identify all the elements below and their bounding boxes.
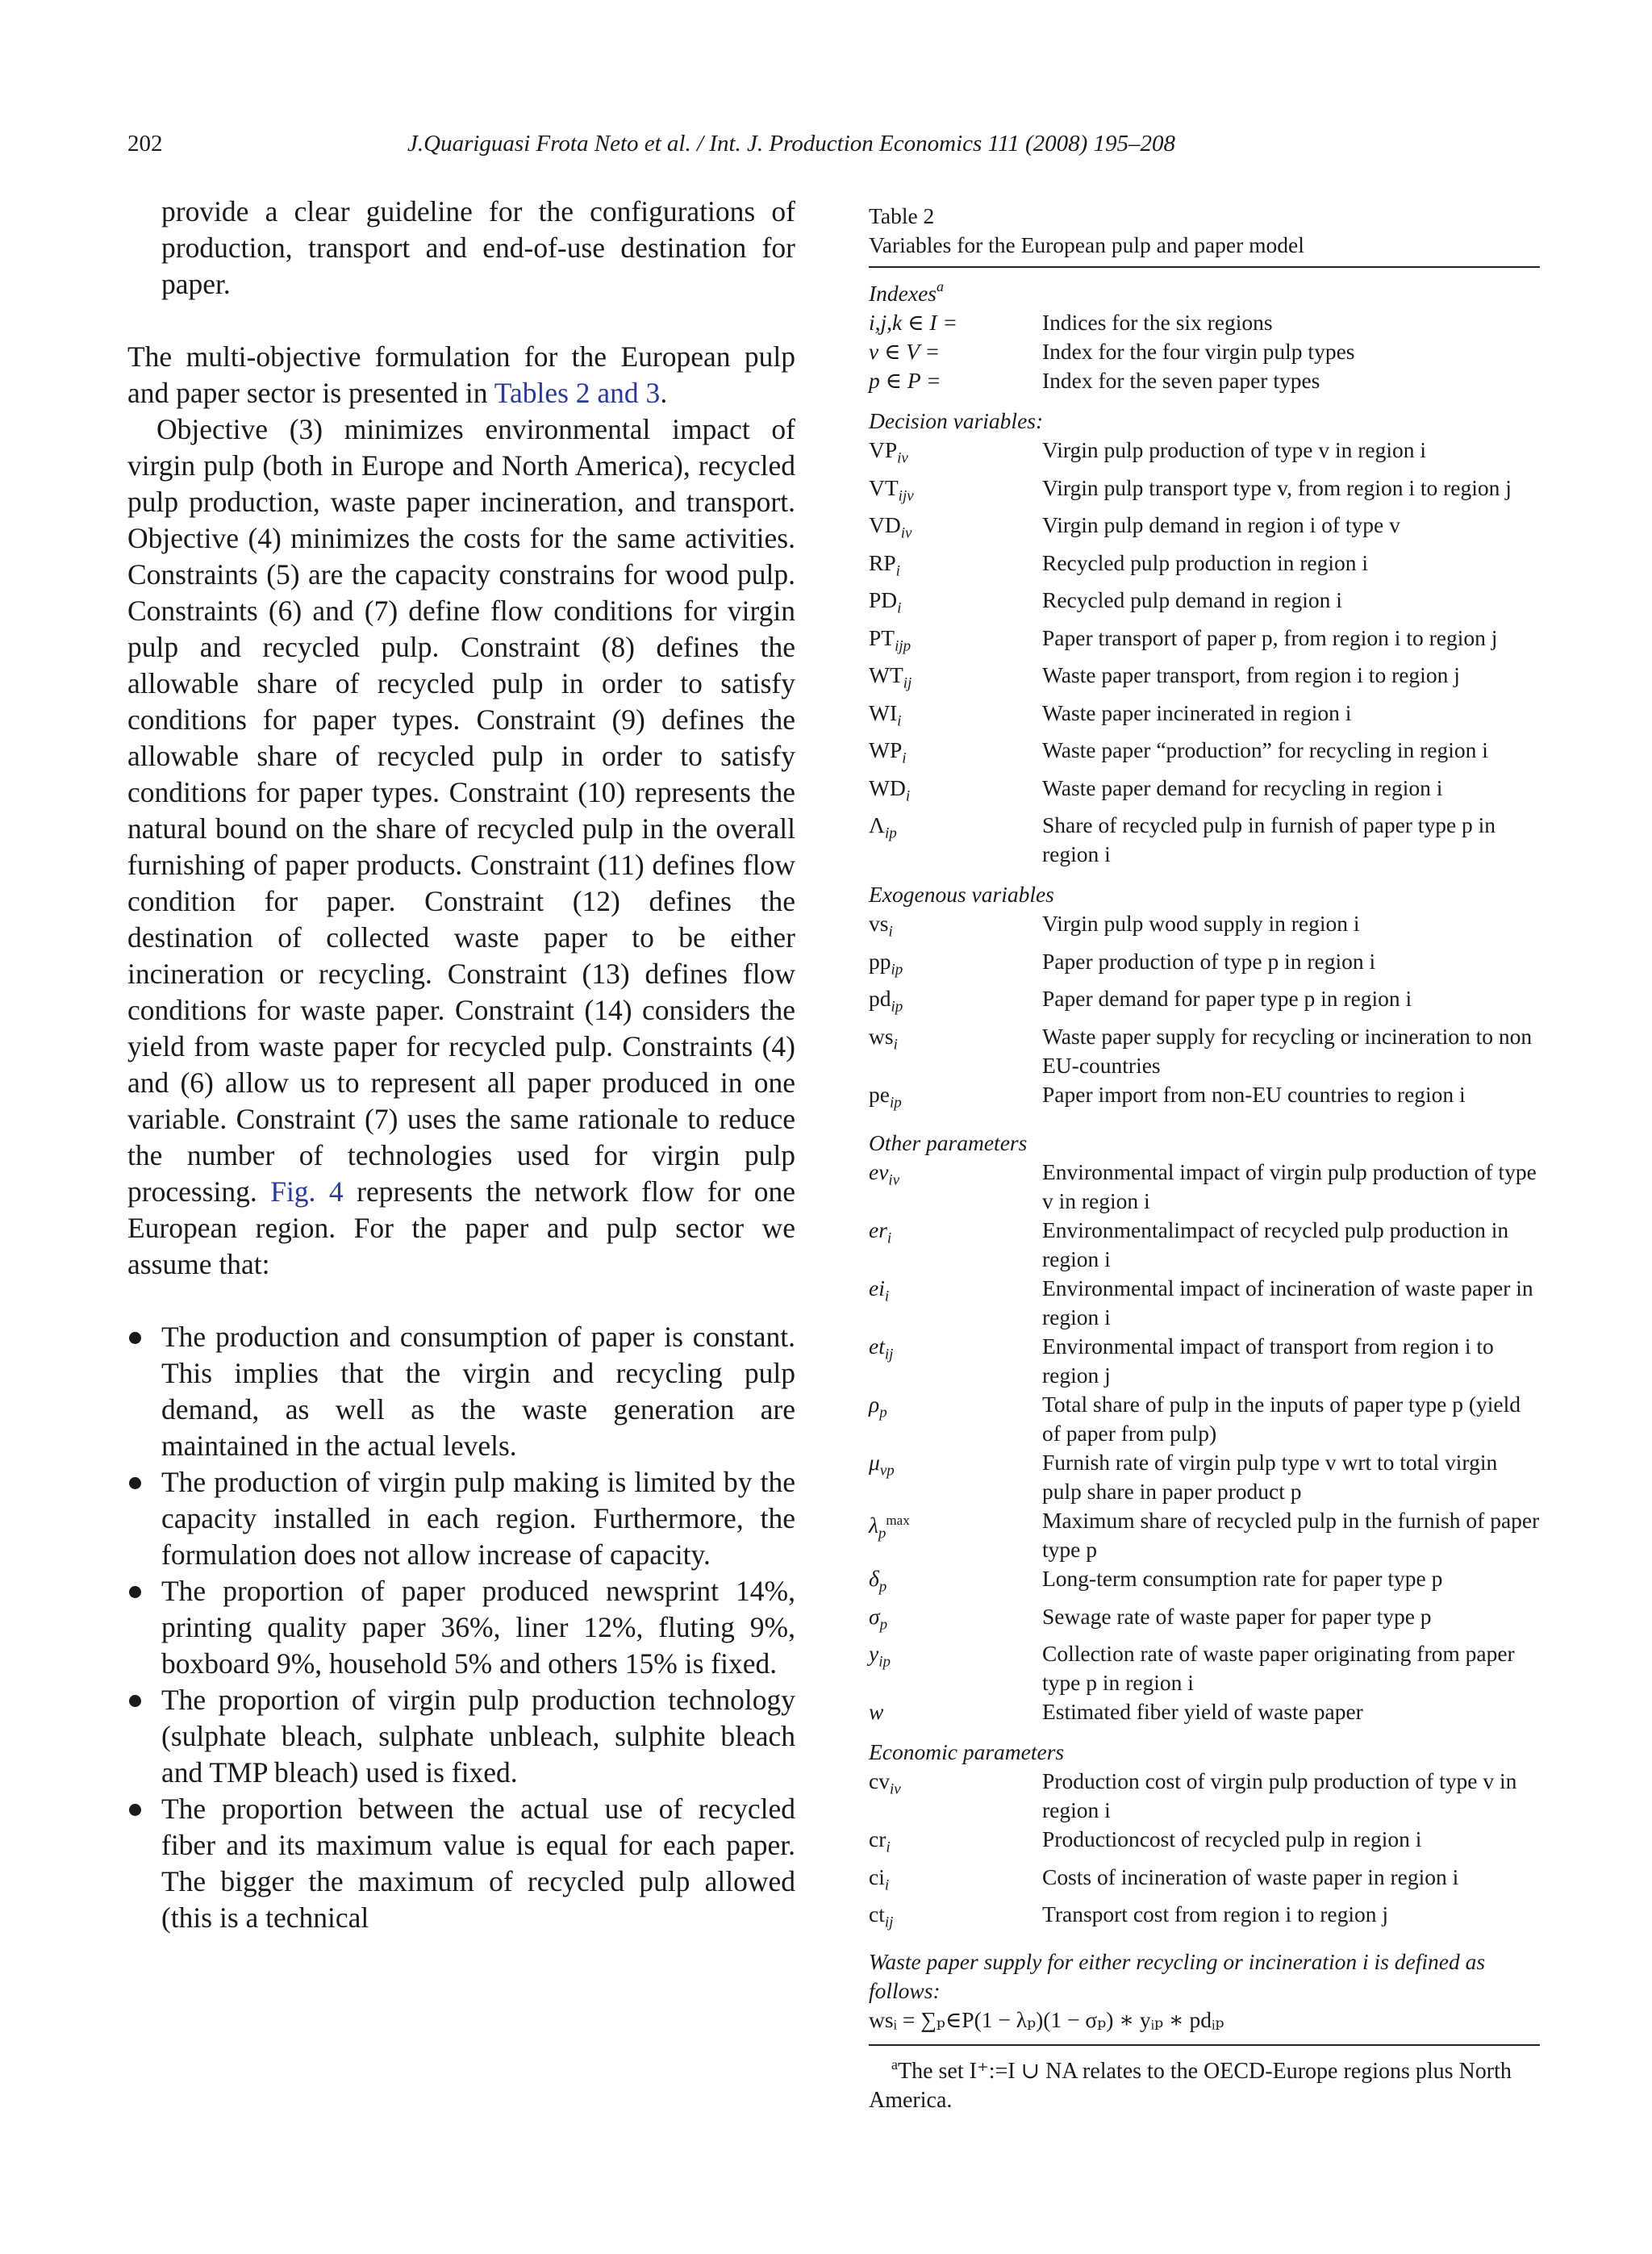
- variable-symbol: $\delta_p$: [869, 1566, 887, 1596]
- variable-description: Paper transport of paper p, from region i to region j: [1042, 624, 1498, 650]
- variable-description: Production cost of virgin pulp production of type v in region i: [1042, 1768, 1517, 1822]
- variable-description: Collection rate of waste paper originating from paper type p in region i: [1042, 1641, 1515, 1695]
- variable-description: Waste paper “production” for recycling in region i: [1042, 737, 1488, 762]
- page-number: 202: [127, 131, 163, 157]
- variable-description: Paper import from non-EU countries to region i: [1042, 1081, 1466, 1107]
- variable-description: Transport cost from region i to region j: [1042, 1901, 1389, 1926]
- table-row: [869, 586, 1540, 624]
- variable-symbol: $er_i$: [869, 1217, 892, 1247]
- variable-description: Paper demand for paper type p in region i: [1042, 986, 1412, 1011]
- table-row: [869, 337, 1540, 366]
- table-row: [869, 1697, 1540, 1726]
- list-item: The proportion of paper produced newsprint 14%, printing quality paper 36%, liner 12%, fluting 9%, boxboard 9%, household 5% and others 15% is fixed.: [127, 1573, 795, 1682]
- variable-symbol: $pp_{ip}$: [869, 948, 903, 978]
- variable-description: Furnish rate of virgin pulp type v wrt to total virgin pulp share in paper product p: [1042, 1450, 1498, 1504]
- left-column: [127, 194, 795, 1936]
- variable-symbol: $WD_i$: [869, 774, 911, 804]
- table-row: [869, 1274, 1540, 1332]
- variable-symbol: $ei_i$: [869, 1275, 890, 1305]
- variable-symbol: $vs_i$: [869, 911, 893, 941]
- variable-description: Environmentalimpact of recycled pulp production in region i: [1042, 1217, 1509, 1271]
- variable-description: Recycled pulp production in region i: [1042, 549, 1369, 575]
- table-row: [869, 1022, 1540, 1080]
- variable-symbol: $\rho_p$: [869, 1392, 887, 1421]
- variable-symbol: $cv_{iv}$: [869, 1768, 901, 1798]
- running-title: J.Quariguasi Frota Neto et al. / Int. J. Production Economics 111 (2008) 195–208: [407, 131, 1176, 157]
- table-row: [869, 474, 1540, 511]
- exogenous-variables-section: [869, 909, 1540, 1117]
- table-row: [869, 909, 1540, 947]
- variable-description: Index for the four virgin pulp types: [1042, 339, 1355, 364]
- variable-description: Sewage rate of waste paper for paper type p: [1042, 1603, 1432, 1629]
- table-caption: Variables for the European pulp and paper model: [869, 232, 1304, 257]
- variable-symbol: $y_{ip}$: [869, 1641, 891, 1671]
- indexes-heading: Indexes$^a$: [869, 278, 944, 306]
- table-row: [869, 1216, 1540, 1274]
- variable-symbol: w: [869, 1699, 884, 1724]
- table-bottom-rule: [869, 2044, 1540, 2046]
- variable-symbol: $WP_i$: [869, 737, 907, 767]
- table-row: [869, 699, 1540, 737]
- variable-description: Costs of incineration of waste paper in region i: [1042, 1864, 1459, 1889]
- variable-description: Waste paper incinerated in region i: [1042, 699, 1352, 725]
- variable-description: Total share of pulp in the inputs of paper type p (yield of paper from pulp): [1042, 1392, 1521, 1446]
- variable-symbol: $\sigma_p$: [869, 1603, 888, 1633]
- other-parameters-section: [869, 1158, 1540, 1726]
- table-row: [869, 1863, 1540, 1901]
- table-row: [869, 1448, 1540, 1506]
- variable-description: Environmental impact of incineration of waste paper in region i: [1042, 1275, 1533, 1329]
- variable-description: Productioncost of recycled pulp in region i: [1042, 1826, 1422, 1851]
- table-top-rule: [869, 266, 1540, 268]
- table-row: [869, 811, 1540, 869]
- variable-symbol: i,j,k ∈ I =: [869, 310, 957, 335]
- economic-parameters-section: [869, 1767, 1540, 1938]
- variable-symbol: $RP_i$: [869, 549, 900, 579]
- variable-symbol: $\Lambda_{ip}$: [869, 812, 897, 842]
- variable-description: Waste paper transport, from region i to region j: [1042, 662, 1460, 687]
- variable-symbol: $VD_{iv}$: [869, 512, 912, 542]
- other-parameters-heading: Other parameters: [869, 1130, 1028, 1155]
- variable-description: Maximum share of recycled pulp in the furnish of paper type p: [1042, 1508, 1540, 1562]
- table-row: [869, 1506, 1540, 1564]
- variable-description: Estimated fiber yield of waste paper: [1042, 1699, 1363, 1724]
- variable-symbol: $ci_i$: [869, 1864, 890, 1893]
- table-row: [869, 1332, 1540, 1390]
- table-row: [869, 366, 1540, 395]
- variable-symbol: $ev_{iv}$: [869, 1159, 900, 1189]
- variable-symbol: $ct_{ij}$: [869, 1901, 894, 1931]
- variable-symbol: $\mu_{vp}$: [869, 1450, 895, 1480]
- variable-symbol: p ∈ P =: [869, 368, 941, 393]
- indexes-section: [869, 308, 1540, 395]
- variable-symbol: $et_{ij}$: [869, 1334, 894, 1363]
- assumption-list: [127, 1319, 795, 1936]
- variable-description: Paper production of type p in region i: [1042, 948, 1376, 974]
- table-row: [869, 736, 1540, 774]
- table-row: [869, 661, 1540, 699]
- exogenous-variables-heading: Exogenous variables: [869, 882, 1054, 907]
- paragraph-formulation: The multi-objective formulation for the European pulp and paper sector is presented in Tables 2 and 3.: [127, 340, 795, 409]
- table-row: [869, 1564, 1540, 1602]
- table-row: [869, 1080, 1540, 1118]
- variable-symbol: $cr_i$: [869, 1826, 891, 1856]
- variable-symbol: $PT_{ijp}$: [869, 624, 912, 654]
- variable-description: Virgin pulp production of type v in region i: [1042, 437, 1426, 462]
- variable-description: Index for the seven paper types: [1042, 368, 1320, 393]
- list-item: The proportion between the actual use of recycled fiber and its maximum value is equal for each paper. The bigger the maximum of recycled pulp allowed (this is a technical: [127, 1791, 795, 1936]
- table-2: [869, 202, 1540, 2115]
- table-row: [869, 947, 1540, 985]
- variable-symbol: $WI_i$: [869, 699, 902, 729]
- waste-supply-definition: Waste paper supply for either recycling or incineration i is defined as follows:: [869, 1948, 1486, 2003]
- decision-variables-section: [869, 436, 1540, 869]
- variable-symbol: $VP_{iv}$: [869, 437, 908, 467]
- table-row: [869, 1767, 1540, 1825]
- table-footnote: $^a$The set I⁺:=I ∪ NA relates to the OECD-Europe regions plus North America.: [869, 2056, 1512, 2113]
- variable-description: Indices for the six regions: [1042, 310, 1273, 335]
- table-row: [869, 984, 1540, 1022]
- variable-symbol: $WT_{ij}$: [869, 662, 912, 692]
- variable-description: Waste paper supply for recycling or incineration to non EU-countries: [1042, 1023, 1533, 1078]
- variable-symbol: $PD_i$: [869, 587, 902, 617]
- variable-description: Virgin pulp demand in region i of type v: [1042, 512, 1400, 537]
- table-label: Table 2: [869, 203, 935, 228]
- table-row: [869, 774, 1540, 812]
- list-item: The production and consumption of paper is constant. This implies that the virgin and recycling pulp demand, as well as the waste generation are maintained in the actual levels.: [127, 1319, 795, 1464]
- fig-4-link[interactable]: Fig. 4: [270, 1175, 344, 1208]
- variable-description: Share of recycled pulp in furnish of paper type p in region i: [1042, 812, 1496, 866]
- list-item: The production of virgin pulp making is limited by the capacity installed in each region. Furthermore, the formulation does not allow increase of capacity.: [127, 1464, 795, 1573]
- variable-description: Virgin pulp wood supply in region i: [1042, 911, 1360, 936]
- variable-description: Environmental impact of transport from region i to region j: [1042, 1334, 1494, 1388]
- table-row: [869, 511, 1540, 549]
- variable-symbol: $pd_{ip}$: [869, 986, 903, 1016]
- table-row: [869, 1900, 1540, 1938]
- variable-description: Waste paper demand for recycling in region i: [1042, 774, 1443, 800]
- variable-symbol: $pe_{ip}$: [869, 1081, 902, 1111]
- table-row: [869, 1158, 1540, 1216]
- variable-description: Environmental impact of virgin pulp production of type v in region i: [1042, 1159, 1537, 1213]
- table-row: [869, 1639, 1540, 1697]
- economic-parameters-heading: Economic parameters: [869, 1739, 1065, 1764]
- decision-variables-heading: Decision variables:: [869, 408, 1044, 433]
- variable-symbol: v ∈ V =: [869, 339, 941, 364]
- table-row: [869, 436, 1540, 474]
- paragraph-objectives: Objective (3) minimizes environmental impact of virgin pulp (both in Europe and North America), recycled pulp production, waste paper incineration, and transport. Objective (4) minimizes the costs for the same activities. Constraints (5) are the capacity constrains for wood pulp. Constraints (6) and (7) define flow conditions for virgin pulp and recycled pulp. Constraint (8) defines the allowable share of recycled pulp in order to satisfy conditions for paper types. Constraint (9) defines the allowable share of recycled pulp in order to satisfy conditions for paper types. Constraint (10) represents the natural bound on the share of recycled pulp in the overall furnishing of paper products. Constraint (11) defines flow condition for paper. Constraint (12) defines the destination of collected waste paper to be either incineration or recycling. Constraint (13) defines flow conditions for waste paper. Constraint (14) considers the yield from waste paper for recycled pulp. Constraints (4) and (6) allow us to represent all paper produced in one variable. Constraint (7) uses the same rationale to reduce the number of technologies used for virgin pulp processing. Fig. 4 represents the network flow for one European region. For the paper and pulp sector we assume that:: [127, 413, 795, 1280]
- variable-symbol: $VT_{ijv}$: [869, 474, 914, 504]
- table-row: [869, 308, 1540, 337]
- waste-supply-formula: wsᵢ = ∑ₚ∈P(1 − λₚ)(1 − σₚ) ∗ yᵢₚ ∗ pdᵢₚ: [869, 2006, 1224, 2032]
- variable-symbol: $\lambda_p^{max}$: [869, 1513, 910, 1542]
- list-item: The proportion of virgin pulp production technology (sulphate bleach, sulphate unbleach, sulphite bleach and TMP bleach) used is fixed.: [127, 1682, 795, 1791]
- variable-description: Virgin pulp transport type v, from region i to region j: [1042, 474, 1512, 500]
- continued-paragraph: provide a clear guideline for the configurations of production, transport and end-of-use destination for paper.: [161, 195, 795, 300]
- running-header: [0, 131, 1652, 163]
- variable-description: Long-term consumption rate for paper type p: [1042, 1566, 1443, 1591]
- table-row: [869, 549, 1540, 586]
- table-row: [869, 624, 1540, 662]
- table-row: [869, 1602, 1540, 1640]
- table-row: [869, 1390, 1540, 1448]
- table-row: [869, 1825, 1540, 1863]
- tables-2-3-link[interactable]: Tables 2 and 3: [494, 377, 661, 409]
- variable-symbol: $ws_i$: [869, 1023, 898, 1053]
- variable-description: Recycled pulp demand in region i: [1042, 587, 1342, 612]
